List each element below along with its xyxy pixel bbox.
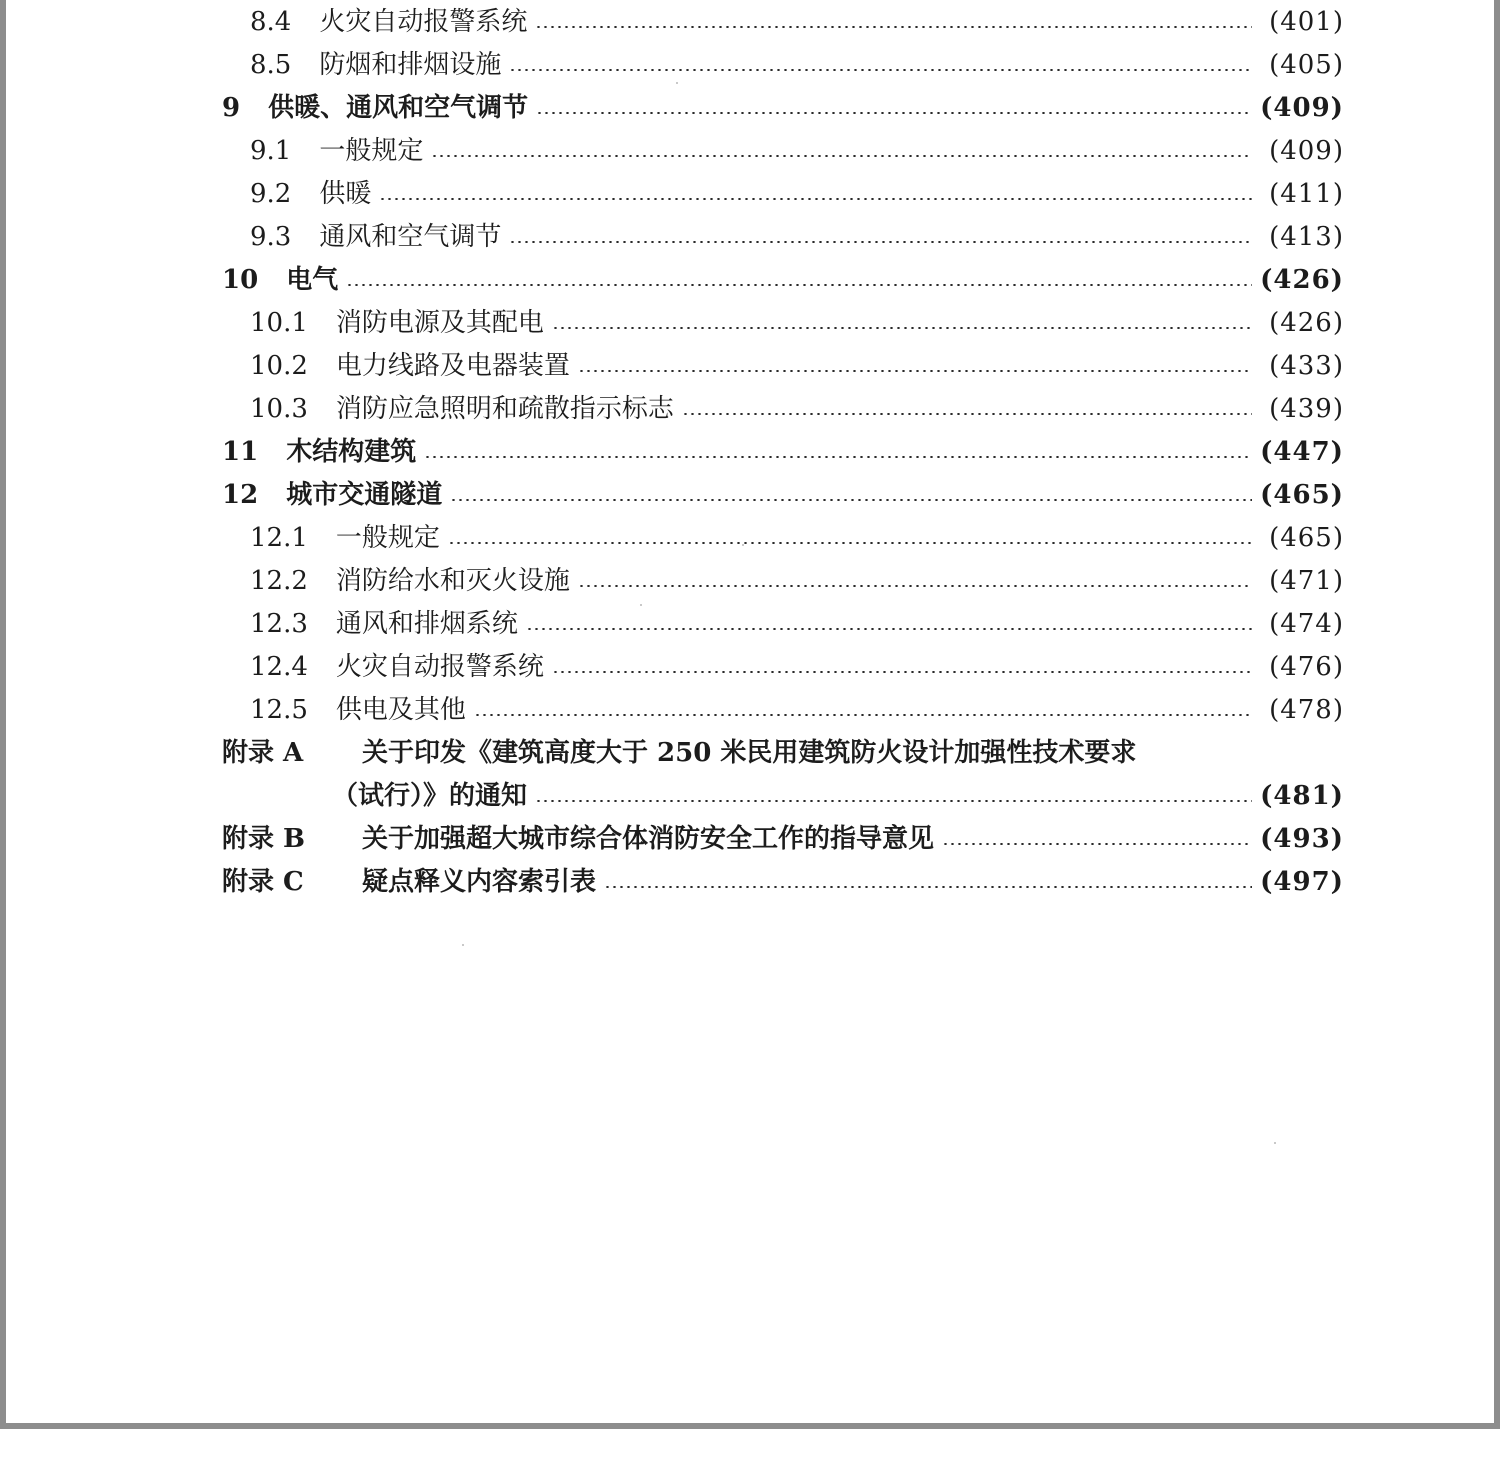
- dot-leader: [578, 370, 1252, 372]
- toc-entry-10-2[interactable]: [222, 344, 1344, 388]
- toc-title: 消防应急照明和疏散指示标志: [335, 394, 674, 424]
- dot-leader: [424, 456, 1252, 458]
- dot-leader: [379, 198, 1252, 200]
- toc-entry-appendix-a[interactable]: [222, 731, 1344, 775]
- toc-number: 9.1: [250, 136, 292, 166]
- dot-leader: [346, 284, 1252, 286]
- toc-entry-chapter-11[interactable]: [222, 430, 1344, 474]
- dot-leader: [509, 241, 1252, 243]
- toc-number: 10.1: [250, 308, 308, 338]
- toc-entry-9-1[interactable]: [222, 129, 1344, 173]
- toc-entry-8-5[interactable]: [222, 43, 1344, 87]
- toc-number: 8.4: [250, 7, 292, 37]
- toc-title: 防烟和排烟设施: [319, 50, 502, 80]
- toc-title: 电气: [286, 265, 339, 295]
- toc-entry-10-3[interactable]: [222, 387, 1344, 431]
- toc-number: 12: [222, 480, 259, 510]
- dot-leader: [536, 112, 1252, 114]
- toc-page-number: (476): [1269, 652, 1344, 682]
- toc-entry-appendix-a-continued[interactable]: [222, 774, 1344, 818]
- dot-leader: [604, 886, 1252, 888]
- toc-title: 供电及其他: [335, 695, 466, 725]
- toc-number: 附录 B: [222, 824, 306, 854]
- toc-page-number: (409): [1269, 136, 1344, 166]
- toc-page-number: (405): [1269, 50, 1344, 80]
- toc-number: 12.4: [250, 652, 308, 682]
- toc-page-number: (493): [1260, 824, 1344, 854]
- toc-entry-appendix-b[interactable]: [222, 817, 1344, 861]
- toc-page-number: (426): [1260, 265, 1344, 295]
- dot-leader: [431, 155, 1252, 157]
- toc-number: 附录 C: [222, 867, 304, 897]
- scan-speck: [1274, 1142, 1276, 1144]
- toc-number: 10: [222, 265, 259, 295]
- dot-leader: [535, 800, 1252, 802]
- toc-entry-9-3[interactable]: [222, 215, 1344, 259]
- toc-title: 木结构建筑: [286, 437, 417, 467]
- toc-page-number: (447): [1260, 437, 1344, 467]
- dot-leader: [509, 69, 1252, 71]
- toc-page-number: (426): [1269, 308, 1344, 338]
- dot-leader: [526, 628, 1252, 630]
- page-border-right: [1494, 0, 1500, 1429]
- toc-number: 12.2: [250, 566, 308, 596]
- toc-title: 消防电源及其配电: [335, 308, 544, 338]
- toc-title: 火灾自动报警系统: [319, 7, 528, 37]
- toc-page-number: (409): [1260, 93, 1344, 123]
- toc-title: 一般规定: [335, 523, 440, 553]
- toc-number: 附录 A: [222, 738, 304, 768]
- toc-page-number: (439): [1269, 394, 1344, 424]
- toc-entry-10-1[interactable]: [222, 301, 1344, 345]
- toc-number: 9: [222, 93, 241, 123]
- toc-entry-chapter-12[interactable]: [222, 473, 1344, 517]
- scan-speck: [462, 944, 464, 946]
- dot-leader: [1144, 757, 1252, 759]
- toc-entry-9-2[interactable]: [222, 172, 1344, 216]
- toc-page-number: (471): [1269, 566, 1344, 596]
- dot-leader: [552, 327, 1252, 329]
- toc-page-number: (481): [1260, 781, 1344, 811]
- toc-page-number: (413): [1269, 222, 1344, 252]
- page-border-left: [0, 0, 6, 1429]
- toc-page-number: (474): [1269, 609, 1344, 639]
- toc-title: 通风和排烟系统: [335, 609, 518, 639]
- toc-entry-8-4[interactable]: [222, 0, 1344, 44]
- toc-page-number: (497): [1260, 867, 1344, 897]
- toc-number: 12.3: [250, 609, 308, 639]
- toc-entry-chapter-10[interactable]: [222, 258, 1344, 302]
- toc-number: 10.2: [250, 351, 308, 381]
- toc-entry-chapter-9[interactable]: [222, 86, 1344, 130]
- toc-page-number: (401): [1269, 7, 1344, 37]
- toc-page-number: (465): [1260, 480, 1344, 510]
- toc-number: 8.5: [250, 50, 292, 80]
- toc-title: 一般规定: [319, 136, 424, 166]
- toc-number: 12.5: [250, 695, 308, 725]
- dot-leader: [474, 714, 1252, 716]
- toc-number: 11: [222, 437, 259, 467]
- toc-page-number: (478): [1269, 695, 1344, 725]
- page-border-bottom: [0, 1423, 1500, 1429]
- dot-leader: [578, 585, 1252, 587]
- toc-title: 通风和空气调节: [319, 222, 502, 252]
- toc-number: 10.3: [250, 394, 308, 424]
- dot-leader: [552, 671, 1252, 673]
- toc-title: 疑点释义内容索引表: [362, 867, 597, 897]
- toc-page-number: (433): [1269, 351, 1344, 381]
- dot-leader: [942, 843, 1252, 845]
- dot-leader: [535, 26, 1252, 28]
- toc-number: 9.3: [250, 222, 292, 252]
- dot-leader: [450, 499, 1252, 501]
- dot-leader: [448, 542, 1252, 544]
- toc-title: （试行）》的通知: [332, 781, 528, 811]
- toc-entry-12-5[interactable]: [222, 688, 1344, 732]
- toc-entry-appendix-c[interactable]: [222, 860, 1344, 904]
- toc-title: 供暖: [319, 179, 372, 209]
- toc-title: 电力线路及电器装置: [335, 351, 570, 381]
- toc-title: 火灾自动报警系统: [335, 652, 544, 682]
- toc-page-number: (411): [1269, 179, 1344, 209]
- toc-title: 关于加强超大城市综合体消防安全工作的指导意见: [362, 824, 935, 854]
- toc-page-number: (465): [1269, 523, 1344, 553]
- toc-number: 9.2: [250, 179, 292, 209]
- toc-number: 12.1: [250, 523, 308, 553]
- toc-title: 城市交通隧道: [286, 480, 443, 510]
- toc-title: 消防给水和灭火设施: [335, 566, 570, 596]
- toc-entry-12-3[interactable]: [222, 602, 1344, 646]
- toc-title: 供暖、通风和空气调节: [268, 93, 529, 123]
- toc-entry-12-2[interactable]: [222, 559, 1344, 603]
- dot-leader: [682, 413, 1252, 415]
- toc-entry-12-1[interactable]: [222, 516, 1344, 560]
- toc-title: 关于印发《建筑高度大于 250 米民用建筑防火设计加强性技术要求: [362, 738, 1137, 768]
- toc-entry-12-4[interactable]: [222, 645, 1344, 689]
